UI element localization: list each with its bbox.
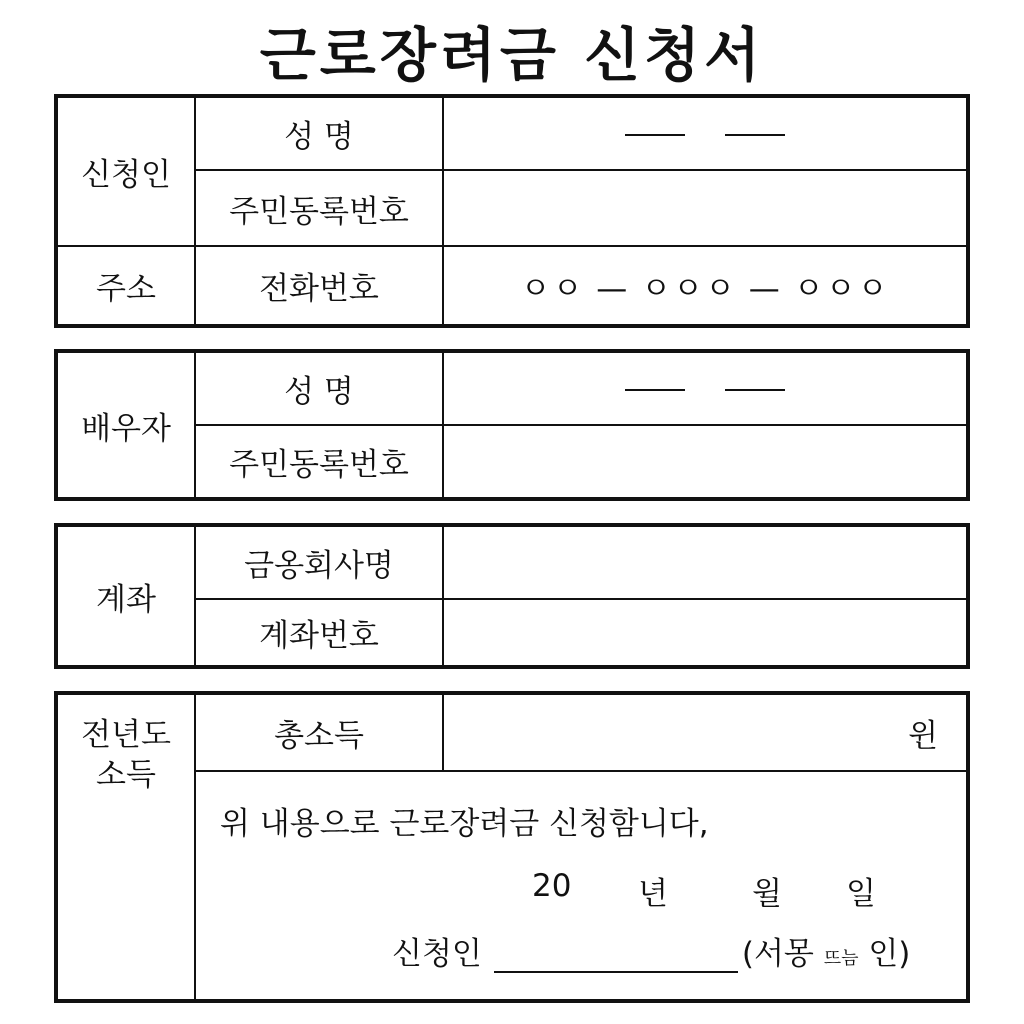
applicant-name-label: 성 명 xyxy=(195,96,443,170)
name-dash-1 xyxy=(625,134,685,136)
applicant-name-field[interactable] xyxy=(443,96,968,170)
spouse-dash-2 xyxy=(725,389,785,391)
sign-small: 뜨늠 xyxy=(823,948,859,969)
won-unit: 윈 xyxy=(908,718,938,754)
total-income-label: 총소득 xyxy=(195,693,443,771)
signature-field[interactable] xyxy=(494,941,738,973)
sign-close: 인) xyxy=(868,936,911,972)
account-number-label: 계좌번호 xyxy=(195,599,443,667)
income-category-line1: 전년도 xyxy=(81,717,171,753)
date-month-unit: 윌 xyxy=(752,876,782,912)
phone-label: 전화번호 xyxy=(195,246,443,326)
income-section xyxy=(54,691,970,1003)
address-category: 주소 xyxy=(56,246,195,326)
name-dash-2 xyxy=(725,134,785,136)
account-number-field[interactable] xyxy=(443,599,968,667)
signature-line xyxy=(392,928,910,973)
bank-field[interactable] xyxy=(443,525,968,599)
date-year-unit: 년 xyxy=(638,876,668,912)
applicant-rrn-field[interactable] xyxy=(443,170,968,246)
phone-field[interactable]: ㅇㅇ — ㅇㅇㅇ — ㅇㅇㅇ xyxy=(443,246,968,326)
spouse-section xyxy=(54,349,970,501)
total-income-field[interactable] xyxy=(443,693,968,771)
bank-label: 금옹회사명 xyxy=(195,525,443,599)
date-year[interactable]: 20 xyxy=(532,868,572,904)
spouse-category: 배우자 xyxy=(56,351,195,499)
form-title: 근로장려금 신청서 xyxy=(259,21,765,89)
signer-label: 신청인 xyxy=(392,936,482,972)
declaration-area xyxy=(195,771,968,1001)
income-category xyxy=(56,693,195,1001)
applicant-section xyxy=(54,94,970,328)
spouse-rrn-label: 주민동록번호 xyxy=(195,425,443,499)
applicant-rrn-label: 주민동록번호 xyxy=(195,170,443,246)
spouse-dash-1 xyxy=(625,389,685,391)
declaration-text: 위 내용으로 근로장려금 신청함니다, xyxy=(220,806,709,842)
date-day-unit: 일 xyxy=(846,876,876,912)
account-section xyxy=(54,523,970,669)
sign-open: (서몽 xyxy=(741,936,814,972)
income-category-line2: 소득 xyxy=(96,757,156,793)
spouse-name-field[interactable] xyxy=(443,351,968,425)
spouse-name-label: 성 명 xyxy=(195,351,443,425)
account-category: 계좌 xyxy=(56,525,195,667)
applicant-category: 신청인 xyxy=(56,96,195,246)
spouse-rrn-field[interactable] xyxy=(443,425,968,499)
